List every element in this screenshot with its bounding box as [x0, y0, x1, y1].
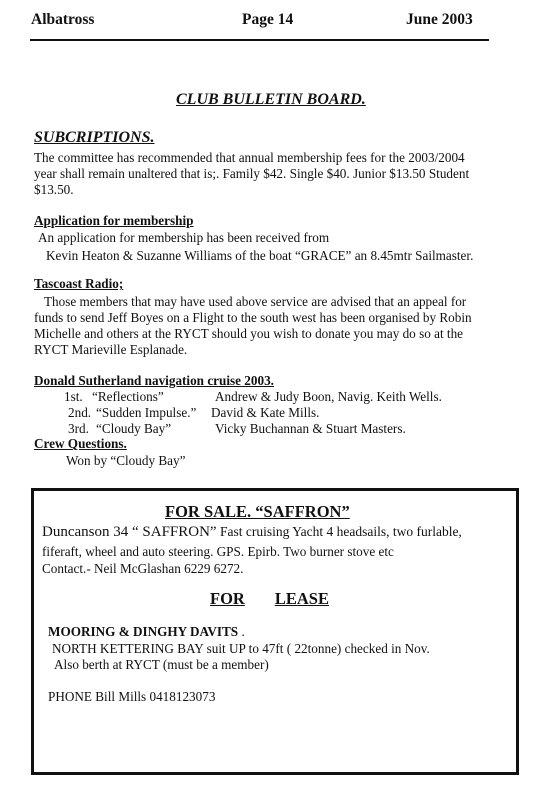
- for-lease-heading: [210, 589, 329, 609]
- issue-date: June 2003: [406, 11, 473, 28]
- subscriptions-line-1: The committee has recommended that annual membership fees for the 2003/2004: [34, 150, 465, 165]
- mooring-heading-text: MOORING & DINGHY DAVITS: [48, 624, 239, 639]
- radio-line-1: Those members that may have used above service are advised that an appeal for: [44, 294, 467, 309]
- radio-heading: Tascoast Radio;: [34, 276, 124, 291]
- mooring-line-1: NORTH KETTERING BAY suit UP to 47ft ( 22tonne) checked in Nov.: [52, 641, 430, 656]
- result-boat: “Sudden Impulse.”: [96, 405, 197, 420]
- subscriptions-line-2: year shall remain unaltered that is;. Family $42. Single $40. Junior $13.50 Student: [34, 166, 470, 181]
- for-lease-right: LEASE: [274, 589, 329, 608]
- result-place: 3rd.: [68, 421, 89, 436]
- membership-heading: Application for membership: [34, 213, 194, 228]
- result-boat: “Cloudy Bay”: [96, 421, 172, 436]
- page-number: Page 14: [242, 11, 294, 28]
- result-place: 2nd.: [68, 405, 92, 420]
- result-crew: Vicky Buchannan & Stuart Masters.: [215, 421, 406, 436]
- result-crew: Andrew & Judy Boon, Navig. Keith Wells.: [215, 389, 442, 404]
- newsletter-name: Albatross: [31, 11, 95, 28]
- sale-line-2: fiferaft, wheel and auto steering. GPS. Epirb. Two burner stove etc: [42, 544, 394, 559]
- result-place: 1st.: [64, 389, 83, 404]
- mooring-line-2: Also berth at RYCT (must be a member): [54, 657, 269, 672]
- sale-contact: Contact.- Neil McGlashan 6229 6272.: [42, 561, 244, 576]
- cruise-heading: Donald Sutherland navigation cruise 2003.: [34, 373, 274, 388]
- lease-phone: PHONE Bill Mills 0418123073: [48, 689, 216, 704]
- crew-questions-result: Won by “Cloudy Bay”: [66, 453, 186, 468]
- result-crew: David & Kate Mills.: [211, 405, 320, 420]
- for-sale-heading: FOR SALE. “SAFFRON”: [165, 502, 350, 521]
- subscriptions-heading: SUBCRIPTIONS.: [34, 129, 155, 146]
- subscriptions-line-3: $13.50.: [34, 182, 74, 197]
- sale-description: Fast cruising Yacht 4 headsails, two furlable,: [216, 524, 462, 539]
- radio-line-4: RYCT Marieville Esplanade.: [34, 342, 188, 357]
- mooring-heading-tail: .: [238, 624, 245, 639]
- sale-boat-name: Duncanson 34 “ SAFFRON”: [42, 524, 217, 540]
- bulletin-title: CLUB BULLETIN BOARD.: [176, 91, 366, 108]
- membership-line-1: An application for membership has been received from: [38, 230, 330, 245]
- mooring-heading: [48, 624, 245, 640]
- membership-line-2: Kevin Heaton & Suzanne Williams of the boat “GRACE” an 8.45mtr Sailmaster.: [46, 248, 474, 263]
- sale-line-1: [42, 524, 462, 541]
- for-lease-left: FOR: [210, 589, 245, 608]
- advertisement-box: [31, 488, 519, 775]
- result-boat: “Reflections”: [92, 389, 164, 404]
- radio-line-3: Michelle and others at the RYCT should you wish to donate you may do so at the: [34, 326, 464, 341]
- radio-line-2: funds to send Jeff Boyes on a Flight to the south west has been organised by Robin: [34, 310, 472, 325]
- crew-questions-heading: Crew Questions.: [34, 436, 127, 451]
- header-rule: [30, 39, 489, 41]
